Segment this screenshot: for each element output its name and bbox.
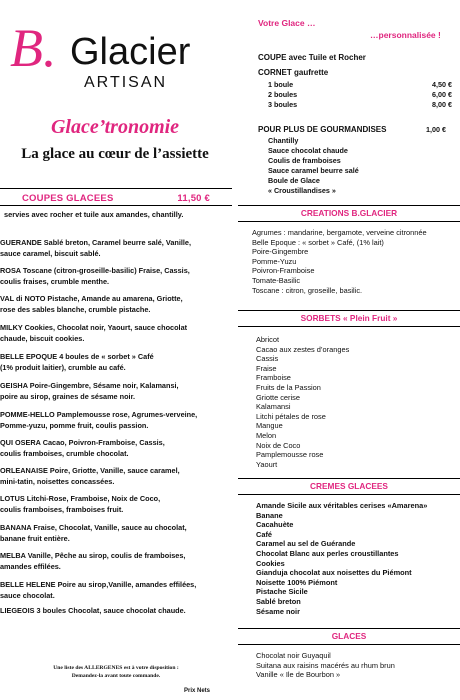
- list-item: Griotte cerise: [256, 392, 300, 402]
- allergenes-line: Une liste des ALLERGENES est à votre disposition :: [53, 665, 179, 671]
- list-item: Noisette 100% Piémont: [256, 577, 338, 587]
- coupe-item: [0, 494, 232, 516]
- coupe-item: [0, 266, 232, 288]
- personnalisee-label: …personnalisée !: [370, 30, 441, 40]
- boule-label: 1 boule: [268, 80, 294, 89]
- list-item: Tomate-Basilic: [252, 275, 301, 285]
- coupe-line: chaude, biscuit cookies.: [0, 333, 85, 343]
- coupe-line: ORLEANAISE Poire, Griotte, Vanille, sauce caramel,: [0, 466, 180, 475]
- subtitle: La glace au cœur de l’assiette: [21, 146, 209, 162]
- coupe-tuile-label: COUPE avec Tuile et Rocher: [258, 53, 366, 62]
- list-item: Fraise: [256, 363, 277, 373]
- coupe-line: MELBA Vanille, Pêche au sirop, coulis de framboises,: [0, 551, 186, 560]
- boule-row: [268, 90, 452, 99]
- sorbets-list: [256, 335, 456, 469]
- coupe-line: amandes effilées.: [0, 561, 61, 571]
- creations-list: [252, 228, 460, 295]
- coupe-line: coulis fraises, crumble menthe.: [0, 276, 110, 286]
- coupe-line: LOTUS Litchi-Rose, Framboise, Noix de Coco,: [0, 494, 161, 503]
- list-item: Kalamansi: [256, 402, 291, 412]
- cremes-list: [256, 501, 460, 616]
- list-item: Toscane : citron, groseille, basilic.: [252, 285, 363, 295]
- list-item: Sauce caramel beurre salé: [268, 166, 359, 175]
- logo-letter: B.: [10, 18, 57, 78]
- coupe-line: POMME-HELLO Pamplemousse rose, Agrumes-verveine,: [0, 410, 198, 419]
- coupe-line: banane fruit entière.: [0, 533, 70, 543]
- cremes-header: CREMES GLACEES: [238, 478, 460, 495]
- coupe-item: [0, 381, 232, 403]
- coupe-item: [0, 438, 232, 460]
- coupes-subtitle: servies avec rocher et tuile aux amandes, chantilly.: [4, 210, 184, 219]
- coupes-title: COUPES GLACEES: [22, 193, 114, 204]
- coupe-line: sauce chocolat.: [0, 590, 55, 600]
- coupe-line: ROSA Toscane (citron-groseille-basilic) Fraise, Cassis,: [0, 266, 190, 275]
- list-item: Pistache Sicile: [256, 587, 308, 597]
- allergenes-note: [0, 664, 232, 680]
- coupe-line: mini-tatin, noisettes concassées.: [0, 476, 115, 486]
- coupe-item: [0, 323, 232, 345]
- list-item: Banane: [256, 510, 283, 520]
- coupe-line: coulis framboises, crumble chocolat.: [0, 448, 129, 458]
- sorbets-header: SORBETS « Plein Fruit »: [238, 310, 460, 327]
- list-item: Cookies: [256, 558, 285, 568]
- list-item: Vanille « Ile de Bourbon »: [256, 670, 341, 680]
- b-glacier-logo: [8, 14, 213, 94]
- list-item: Pomme-Yuzu: [252, 256, 297, 266]
- list-item: Cacao aux zestes d’oranges: [256, 344, 350, 354]
- coupe-line: BANANA Fraise, Chocolat, Vanille, sauce au chocolat,: [0, 523, 187, 532]
- cornet-label: CORNET gaufrette: [258, 68, 329, 77]
- list-item: Caramel au sel de Guérande: [256, 539, 356, 549]
- list-item: Litchi pétales de rose: [256, 411, 326, 421]
- gourmandises-header: [258, 125, 458, 134]
- list-item: Chocolat noir Guyaquil: [256, 651, 331, 660]
- coupe-line: BELLE EPOQUE 4 boules de « sorbet » Café: [0, 352, 154, 361]
- list-item: Yaourt: [256, 459, 278, 469]
- list-item: « Croustillandises »: [268, 186, 336, 195]
- coupe-line: QUI OSERA Cacao, Poivron-Framboise, Cassis,: [0, 438, 165, 447]
- coupe-line: Pomme-yuzu, pomme fruit, coulis passion.: [0, 420, 149, 430]
- coupe-item: [0, 551, 232, 573]
- prix-nets: Prix Nets: [184, 688, 211, 694]
- boule-label: 3 boules: [268, 100, 298, 109]
- list-item: Pamplemousse rose: [256, 450, 324, 460]
- coupe-line: (1% produit laitier), crumble au café.: [0, 362, 126, 372]
- coupe-line: poire au sirop, graines de sésame noir.: [0, 391, 136, 401]
- logo-sub: ARTISAN: [84, 74, 168, 91]
- glaces-list: [256, 651, 460, 680]
- list-item: Café: [256, 529, 273, 539]
- list-item: Melon: [256, 430, 277, 440]
- glaces-header: GLACES: [238, 628, 460, 645]
- coupe-line: VAL di NOTO Pistache, Amande au amarena, Griotte,: [0, 294, 183, 303]
- coupe-line: BELLE HELENE Poire au sirop,Vanille, amandes effilées,: [0, 580, 197, 589]
- coupe-item: [0, 294, 232, 316]
- coupe-line: sauce caramel, biscuit sablé.: [0, 248, 101, 258]
- boule-price: 8,00 €: [432, 100, 452, 109]
- list-item: Chantilly: [268, 136, 299, 145]
- list-item: Suitana aux raisins macérés au rhum brun: [256, 660, 395, 670]
- gourmandises-price: 1,00 €: [426, 125, 446, 134]
- list-item: Cacahuète: [256, 520, 294, 530]
- list-item: Sésame noir: [256, 606, 300, 616]
- boule-price: 6,00 €: [432, 90, 452, 99]
- boule-row: [268, 80, 452, 89]
- list-item: Agrumes : mandarine, bergamote, verveine citronnée: [252, 228, 427, 237]
- list-item: Amande Sicile aux véritables cerises «Amarena»: [256, 501, 428, 510]
- divider: [0, 188, 232, 189]
- gourmandises-list: [268, 136, 359, 196]
- list-item: Belle Epoque : « sorbet » Café, (1% lait): [252, 237, 384, 247]
- list-item: Sauce chocolat chaude: [268, 146, 348, 155]
- tagline: Glace’tronomie: [50, 116, 180, 138]
- coupe-item: [0, 606, 232, 617]
- coupe-item: [0, 580, 232, 602]
- list-item: Fruits de la Passion: [256, 382, 321, 392]
- creations-header: CREATIONS B.GLACIER: [238, 205, 460, 222]
- list-item: Abricot: [256, 335, 280, 344]
- list-item: Sablé breton: [256, 596, 301, 606]
- list-item: Poire-Gingembre: [252, 247, 309, 257]
- coupe-item: [0, 352, 232, 374]
- coupe-line: GUERANDE Sablé breton, Caramel beurre salé, Vanille,: [0, 238, 192, 247]
- list-item: Poivron-Framboise: [252, 266, 315, 276]
- coupe-line: coulis framboises, framboises fruit.: [0, 504, 124, 514]
- coupe-line: rose des sables blanche, crumble pistache.: [0, 304, 151, 314]
- logo-name: Glacier: [70, 31, 191, 73]
- boule-price: 4,50 €: [432, 80, 452, 89]
- votre-glace-label: Votre Glace …: [258, 18, 316, 28]
- list-item: Gianduja chocolat aux noisettes du Piémont: [256, 568, 412, 578]
- coupes-header: [22, 193, 232, 204]
- list-item: Boule de Glace: [268, 176, 320, 185]
- list-item: Chocolat Blanc aux perles croustillantes: [256, 548, 399, 558]
- coupe-item: [0, 410, 232, 432]
- list-item: Framboise: [256, 373, 291, 383]
- boule-label: 2 boules: [268, 90, 298, 99]
- divider: [0, 205, 232, 206]
- allergenes-line: Demandez-la avant toute commande.: [71, 673, 161, 679]
- coupe-item: [0, 466, 232, 488]
- coupe-item: [0, 523, 232, 545]
- list-item: Coulis de framboises: [268, 156, 341, 165]
- list-item: Cassis: [256, 354, 279, 364]
- coupe-line: MILKY Cookies, Chocolat noir, Yaourt, sauce chocolat: [0, 323, 188, 332]
- coupe-item: [0, 238, 232, 260]
- list-item: Noix de Coco: [256, 440, 301, 450]
- boule-row: [268, 100, 452, 109]
- list-item: Mangue: [256, 421, 283, 431]
- gourmandises-title: POUR PLUS DE GOURMANDISES: [258, 125, 387, 134]
- coupe-line: LIEGEOIS 3 boules Chocolat, sauce chocolat chaude.: [0, 606, 186, 615]
- coupes-price: 11,50 €: [177, 193, 210, 204]
- coupe-line: GEISHA Poire-Gingembre, Sésame noir, Kalamansi,: [0, 381, 179, 390]
